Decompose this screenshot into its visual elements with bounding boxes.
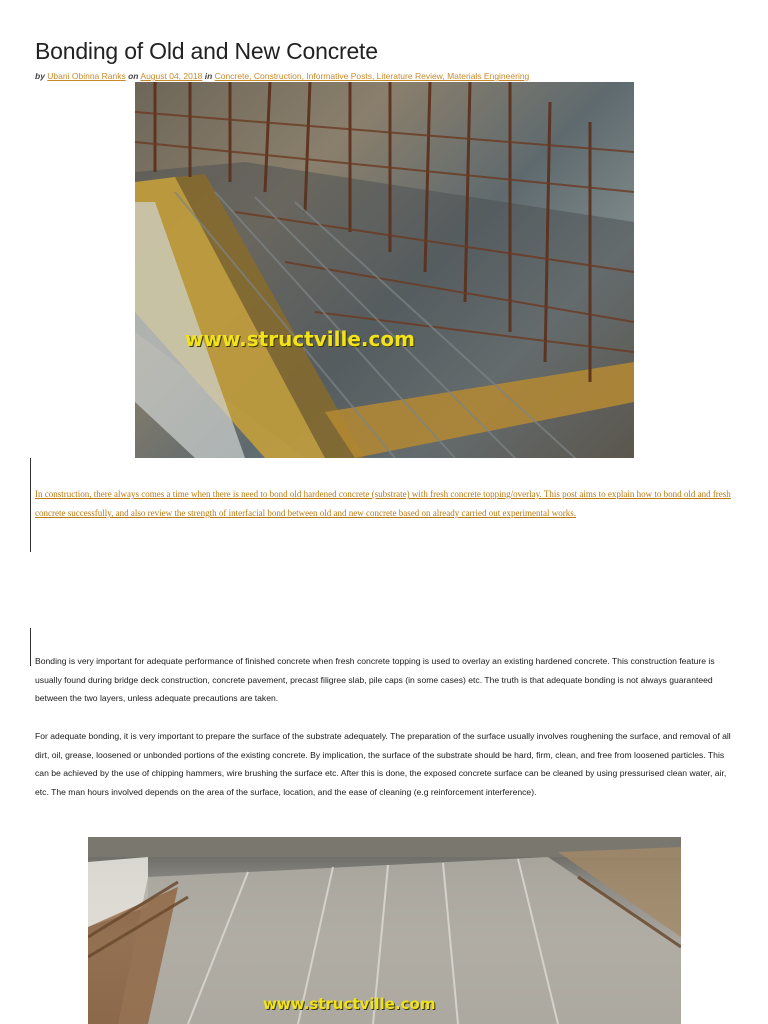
author-link[interactable]: Ubani Obinna Ranks	[47, 71, 126, 81]
body-quote-bar	[30, 628, 31, 666]
byline-on: on	[128, 71, 139, 81]
body-paragraph-1: Bonding is very important for adequate performance of finished concrete when fresh concrete topping is used to overlay an existing hardened concrete. This construction feature is usually found during bridge deck construction, concrete pavement, precast filigree slab, pile caps (in some cases) etc. The truth is that adequate bonding is not always guaranteed between the two layers, unless adequate precautions are taken.	[35, 656, 715, 703]
rebar-cage-photo	[135, 82, 634, 458]
intro-paragraph[interactable]: In construction, there always comes a time when there is need to bond old hardened concrete (substrate) with fresh concrete topping/overlay. This post aims to explain how to bond old and fresh concrete successfully, and also review the strength of interfacial bond between old and new concrete based on already carried out experimental works.	[35, 489, 731, 518]
date-link[interactable]: August 04, 2018	[140, 71, 203, 81]
concrete-surface-photo	[88, 837, 681, 1024]
body-paragraph-2: For adequate bonding, it is very important to prepare the surface of the substrate adequately. The preparation of the surface usually involves roughening the surface, and removal of all dirt, oil, grease, loosened or unbonded portions of the existing concrete. By implication, the surface of the substrate should be hard, firm, clean, and free from loosened particles. This can be achieved by the use of chipping hammers, wire brushing the surface etc. After this is done, the exposed concrete surface can be cleaned by using pressurised clean water, air, etc. The man hours involved depends on the area of the surface, location, and the ease of cleaning (e.g reinforcement interference).	[35, 731, 731, 797]
byline-by: by	[35, 71, 45, 81]
intro-quote-bar	[30, 458, 31, 552]
byline-in: in	[204, 71, 213, 81]
article-byline	[35, 71, 529, 81]
rebar-cage-illustration	[135, 82, 634, 458]
surface-photo-watermark: www.structville.com	[263, 995, 436, 1013]
article-title: Bonding of Old and New Concrete	[35, 38, 378, 64]
rebar-photo-watermark: www.structville.com	[185, 327, 415, 351]
categories-links[interactable]: Concrete, Construction, Informative Posts, Literature Review, Materials Engineering	[214, 71, 530, 81]
